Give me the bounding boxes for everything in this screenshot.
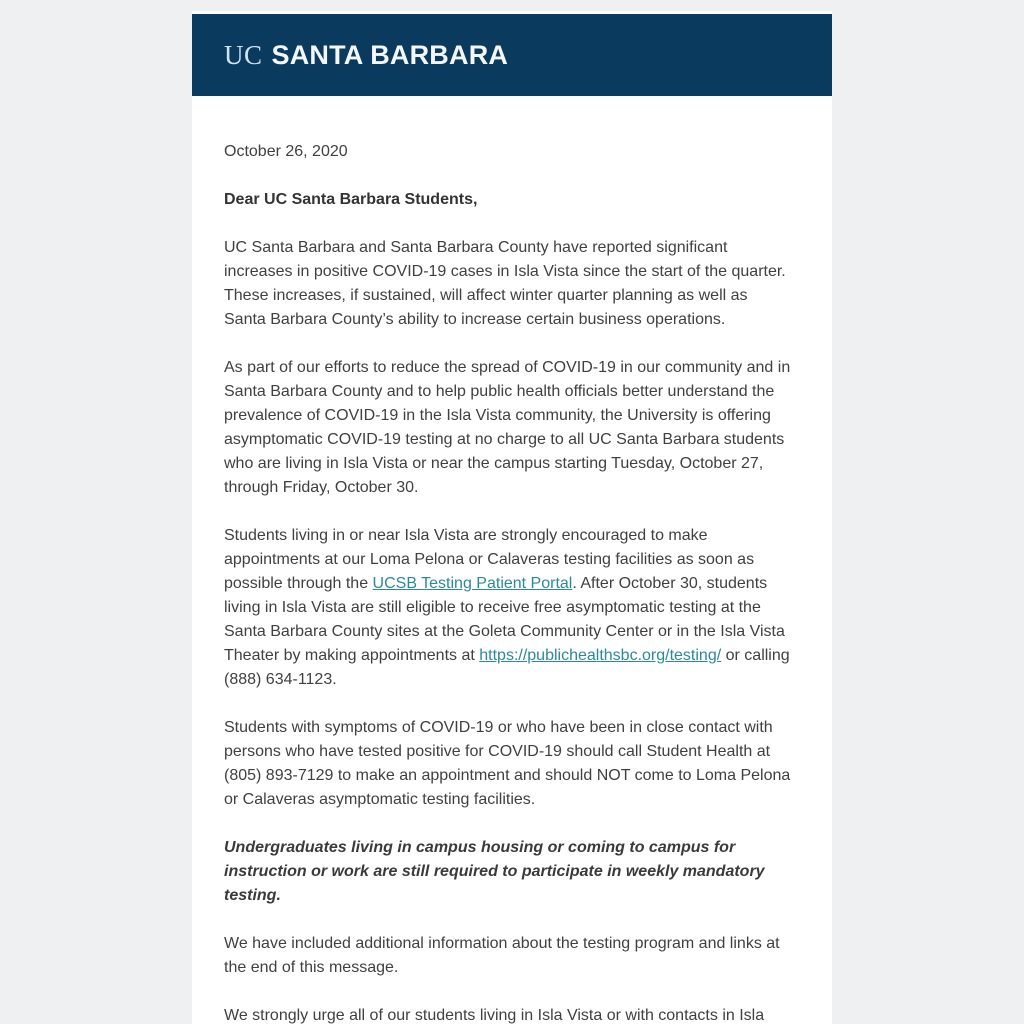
logo-uc-text: UC <box>224 39 263 70</box>
paragraph-testing-offer: As part of our efforts to reduce the spread of COVID-19 in our community and in Santa Barbara County and to help public health officials better understand the prevalence of COVID-19 in the Isla Vista community, the University is offering asymptomatic COVID-19 testing at no charge to all UC Santa Barbara students who are living in Isla Vista or near the campus starting Tuesday, October 27, through Friday, October 30. <box>224 359 791 496</box>
paragraph-appointments-text-2: . After October 30, students living in Isla Vista are still eligible to receive free asymptomatic testing at the Santa Barbara County sites at the Goleta Community Center or in the Isla Vista Theater by making appointments at <box>224 575 785 664</box>
logo-santa-barbara-text: SANTA BARBARA <box>271 39 509 70</box>
ucsb-header-banner <box>192 14 832 96</box>
email-container <box>192 0 832 1024</box>
paragraph-appointments-text-3: or calling (888) 634-1123. <box>224 647 790 688</box>
ucsb-testing-patient-portal-link[interactable]: UCSB Testing Patient Portal <box>372 575 573 592</box>
salutation: Dear UC Santa Barbara Students, <box>224 191 478 208</box>
email-content-card <box>192 11 832 1024</box>
paragraph-additional-info: We have included additional information about the testing program and links at the end of this message. <box>224 935 780 976</box>
paragraph-symptomatic-students: Students with symptoms of COVID-19 or who have been in close contact with persons who have tested positive for COVID-19 should call Student Health at (805) 893-7129 to make an appointment and should NOT come to Loma Pelona or Calaveras asymptomatic testing facilities. <box>224 719 791 808</box>
paragraph-covid-increase: UC Santa Barbara and Santa Barbara County have reported significant increases in positive COVID-19 cases in Isla Vista since the start of the quarter. These increases, if sustained, will affect winter quarter planning as well as Santa Barbara County’s ability to increase certain business operations. <box>224 239 786 328</box>
paragraph-appointments <box>224 524 792 692</box>
email-date: October 26, 2020 <box>224 143 348 160</box>
paragraph-mandatory-weekly-testing: Undergraduates living in campus housing or coming to campus for instruction or work are still required to participate in weekly mandatory testing. <box>224 839 765 904</box>
paragraph-strongly-urge: We strongly urge all of our students living in Isla Vista or with contacts in Isla <box>224 1007 765 1024</box>
email-body <box>192 96 832 1024</box>
ucsb-logo <box>224 40 508 71</box>
publichealthsbc-testing-link[interactable]: https://publichealthsbc.org/testing/ <box>479 647 722 664</box>
paragraph-appointments-text-1: Students living in or near Isla Vista are strongly encouraged to make appointments at our Loma Pelona or Calaveras testing facilities as soon as possible through the <box>224 527 755 592</box>
